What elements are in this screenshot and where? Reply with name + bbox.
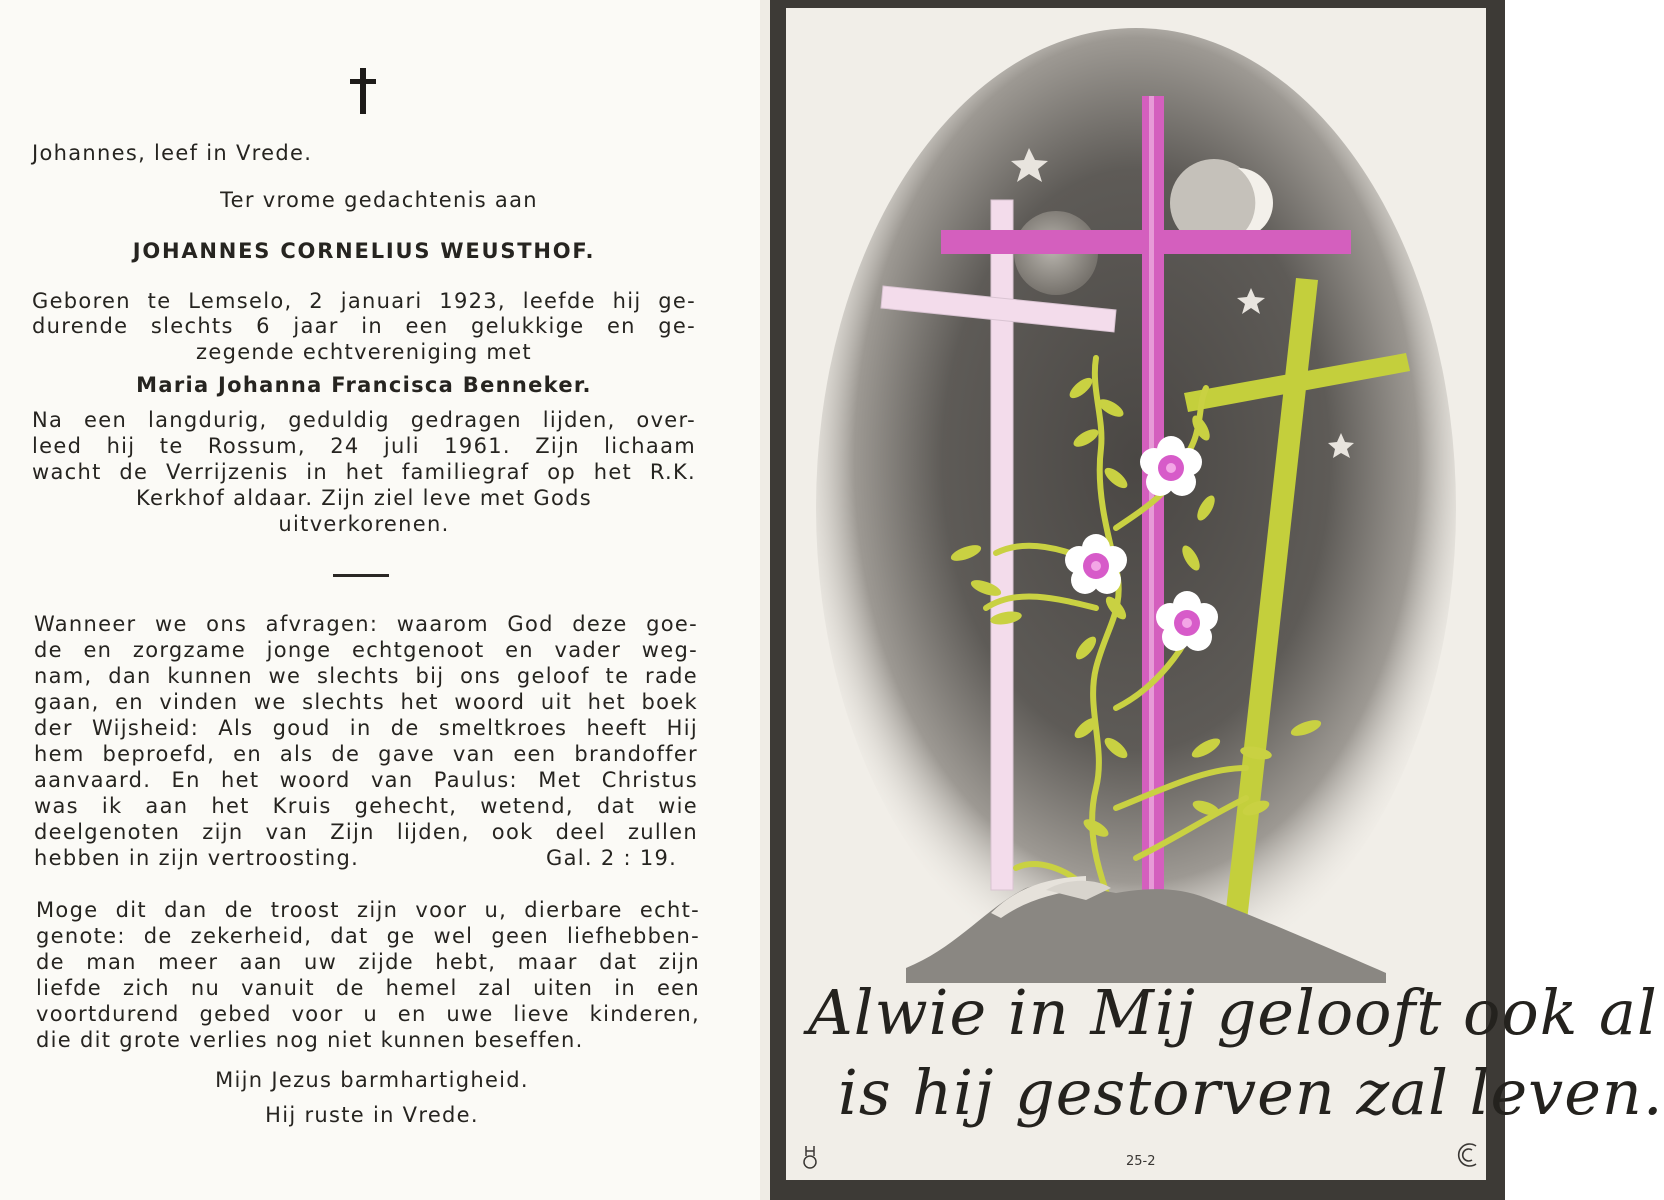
reflection-line: nam, dan kunnen we slechts bij ons geloof te rade <box>34 664 698 688</box>
illustration-card <box>770 0 1664 1200</box>
comfort-line: die dit grote verlies nog niet kunnen beseffen. <box>36 1028 584 1052</box>
reflection-last-line: hebben in zijn vertroosting. <box>34 846 360 870</box>
spouse-name: Maria Johanna Francisca Benneker. <box>136 373 592 397</box>
reflection-line: was ik aan het Kruis gehecht, wetend, dat wie <box>34 794 698 818</box>
bio-line: durende slechts 6 jaar in een gelukkige en ge- <box>32 314 696 338</box>
publisher-mark-icon <box>1454 1140 1480 1170</box>
reflection-line: der Wijsheid: Als goud in de smeltkroes heeft Hij <box>34 716 698 740</box>
caption-line-2: is hij gestorven zal leven. <box>838 1056 1664 1129</box>
illustration-panel <box>786 8 1664 1180</box>
memorial-text-card <box>0 0 760 1200</box>
comfort-line: de man meer aan uw zijde hebt, maar dat zijn <box>36 950 700 974</box>
death-line: uitverkorenen. <box>278 512 450 536</box>
death-line: Kerkhof aldaar. Zijn ziel leve met Gods <box>136 486 592 510</box>
death-line: leed hij te Rossum, 24 juli 1961. Zijn lichaam <box>32 434 696 458</box>
reflection-line: Wanneer we ons afvragen: waarom God deze goe- <box>34 612 698 636</box>
section-divider <box>333 574 389 577</box>
closing-line: Hij ruste in Vrede. <box>265 1103 479 1127</box>
reflection-line: aanvaard. En het woord van Paulus: Met Christus <box>34 768 698 792</box>
bio-line: zegende echtvereniging met <box>196 340 532 364</box>
reflection-line: hem beproefd, en als de gave van een brandoffer <box>34 742 698 766</box>
comfort-line: Moge dit dan de troost zijn voor u, dierbare echt- <box>36 898 700 922</box>
reflection-line: deelgenoten zijn van Zijn lijden, ook deel zullen <box>34 820 698 844</box>
bio-line: Geboren te Lemselo, 2 januari 1923, leefde hij ge- <box>32 289 696 313</box>
publisher-mark-icon <box>800 1144 820 1170</box>
caption-line-1: Alwie in Mij gelooft ook al <box>808 976 1658 1049</box>
remembrance-line: Ter vrome gedachtenis aan <box>220 188 538 212</box>
death-line: wacht de Verrijzenis in het familiegraf op het R.K. <box>32 460 696 484</box>
comfort-line: liefde zich nu vanuit de hemel zal uiten in een <box>36 976 700 1000</box>
reflection-line: gaan, en vinden we slechts het woord uit het boek <box>34 690 698 714</box>
deceased-name: JOHANNES CORNELIUS WEUSTHOF. <box>132 239 596 263</box>
comfort-line: genote: de zekerheid, dat ge wel geen liefhebben- <box>36 924 700 948</box>
cross-icon <box>349 68 377 114</box>
death-line: Na een langdurig, geduldig gedragen lijden, over- <box>32 408 696 432</box>
card-number: 25-2 <box>1126 1154 1156 1169</box>
header-line: Johannes, leef in Vrede. <box>32 141 313 165</box>
card-gutter <box>760 0 770 1200</box>
reflection-line: de en zorgzame jonge echtgenoot en vader weg- <box>34 638 698 662</box>
scripture-reference: Gal. 2 : 19. <box>546 846 678 870</box>
comfort-line: voortdurend gebed voor u en uwe lieve kinderen, <box>36 1002 700 1026</box>
night-sky <box>816 28 1456 988</box>
prayer-line: Mijn Jezus barmhartigheid. <box>215 1068 529 1092</box>
